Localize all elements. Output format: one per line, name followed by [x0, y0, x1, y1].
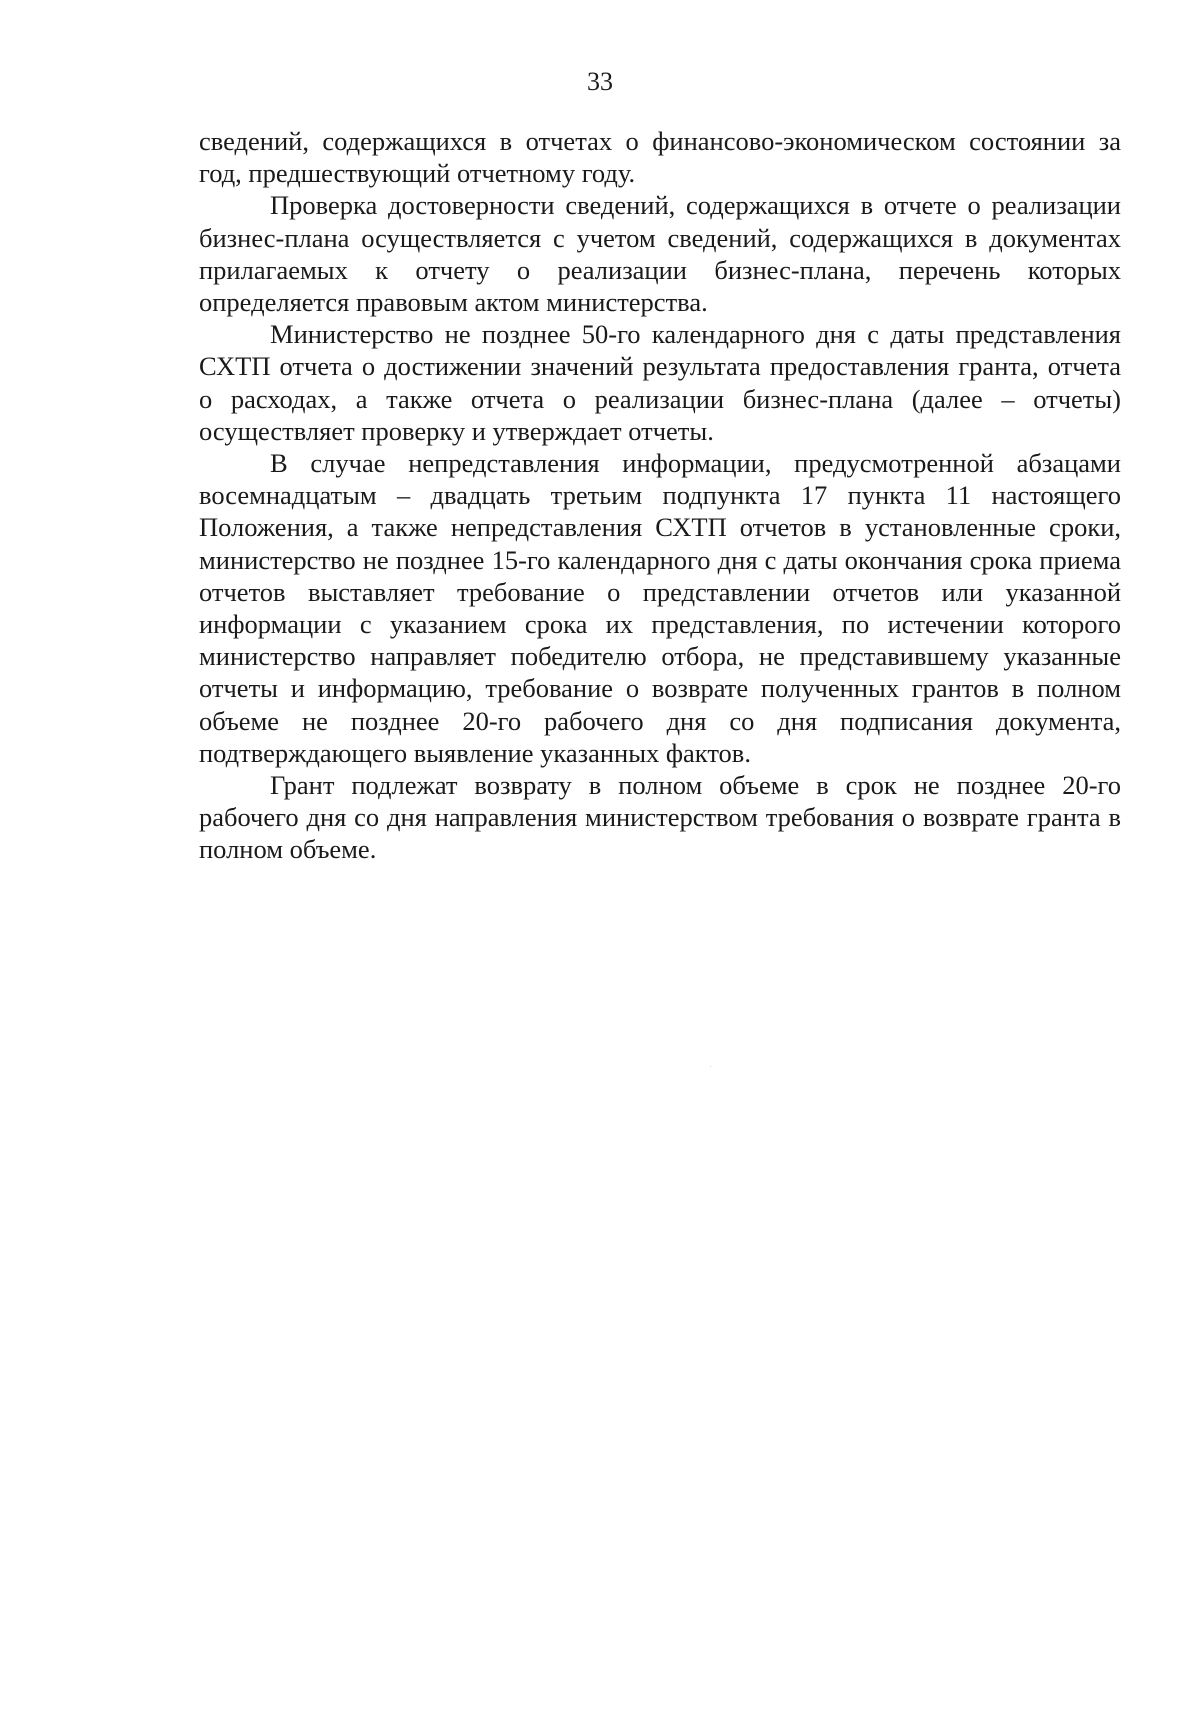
paragraph-ministry-check: Министерство не позднее 50-го календарного дня с даты представления СХТП отчета о достижении значений результата предоставления гранта, отчета о расходах, а также отчета о реализации бизнес-плана (далее – отчеты) осуществляет проверку и утверждает отчеты. [199, 319, 1121, 446]
paragraph-non-submission: В случае непредставления информации, предусмотренной абзацами восемнадцатым – двадцать третьим подпункта 17 пункта 11 настоящего Положения, а также непредставления СХТП отчетов в установленные сроки, министерство не позднее 15-го календарного дня с даты окончания срока приема отчетов выставляет требование о представлении отчетов или указанной информации с указанием срока их представления, по истечении которого министерство направляет победителю отбора, не представившему указанные отчеты и информацию, требование о возврате полученных грантов в полном объеме не позднее 20-го рабочего дня со дня подписания документа, подтверждающего выявление указанных фактов. [199, 448, 1121, 768]
document-body [199, 125, 1121, 866]
paragraph-grant-return: Грант подлежат возврату в полном объеме в срок не позднее 20-го рабочего дня со дня направления министерством требования о возврате гранта в полном объеме. [199, 770, 1121, 865]
paragraph-verification: Проверка достоверности сведений, содержащихся в отчете о реализации бизнес-плана осуществляется с учетом сведений, содержащихся в документах прилагаемых к отчету о реализации бизнес-плана, перечень которых определяется правовым актом министерства. [199, 190, 1121, 318]
scan-speck [710, 1066, 711, 1067]
paragraph-continuation: сведений, содержащихся в отчетах о финансово-экономическом состоянии за год, предшествующий отчетному году. [199, 126, 1121, 189]
page-number: 33 [587, 67, 613, 96]
